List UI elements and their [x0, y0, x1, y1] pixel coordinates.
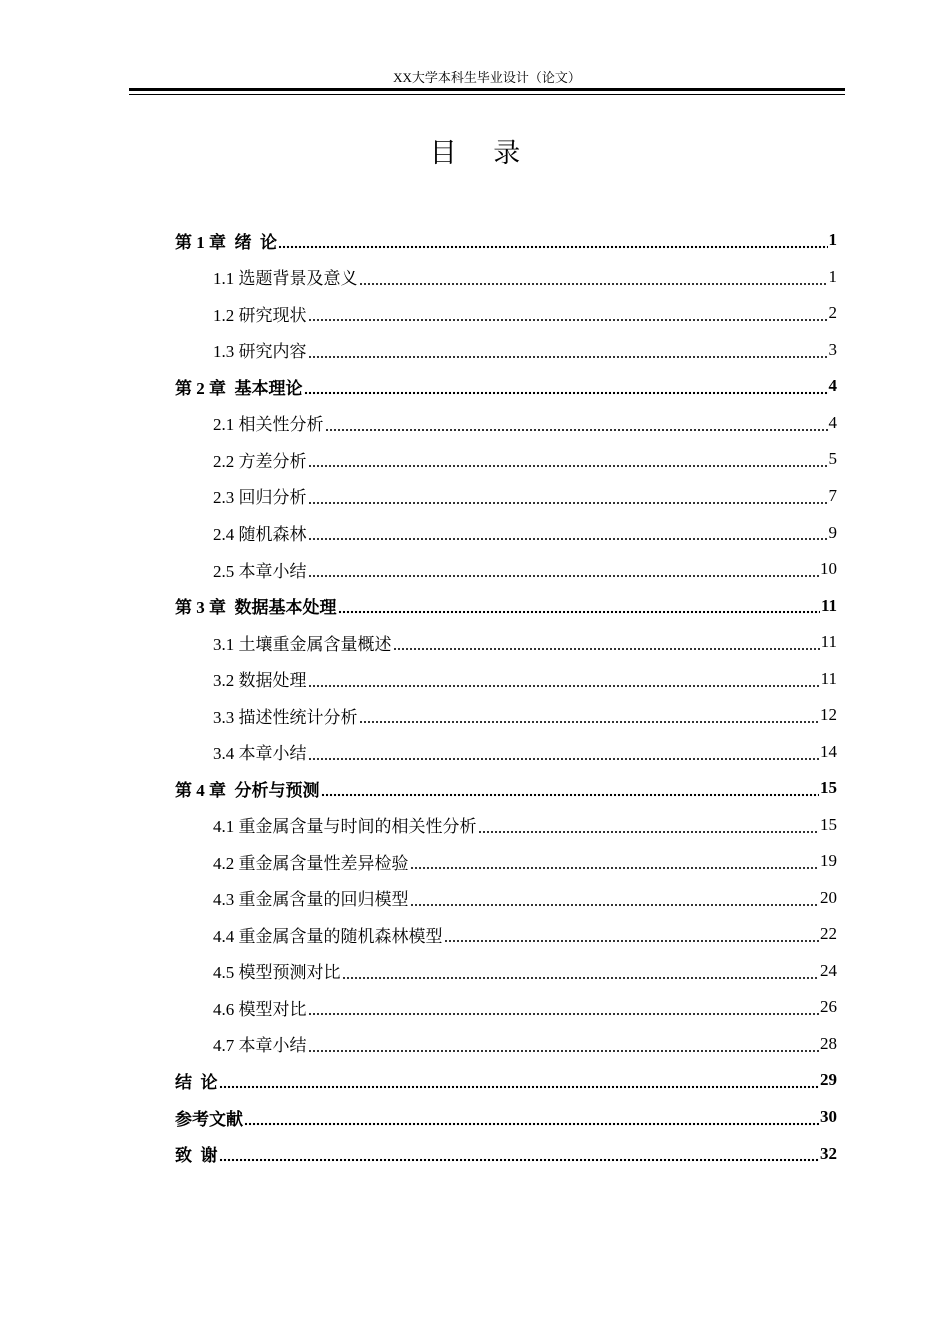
toc-dot-leader	[393, 637, 820, 654]
toc-dot-leader	[308, 564, 820, 581]
toc-entry-page-number: 10	[820, 559, 837, 579]
toc-dot-leader	[410, 856, 820, 873]
toc-entry-page-number: 4	[828, 376, 837, 396]
toc-entry-label: 3.4 本章小结	[213, 744, 307, 764]
toc-entry-page-number: 9	[828, 522, 837, 542]
toc-entry-label: 2.5 本章小结	[213, 561, 307, 581]
toc-dot-leader	[410, 892, 820, 909]
toc-entry-label: 3.2 数据处理	[213, 671, 307, 691]
toc-dot-leader	[308, 344, 828, 361]
toc-section-entry[interactable]	[0, 259, 837, 296]
toc-dot-leader	[308, 673, 820, 690]
toc-entry-label: 第 1 章 绪 论	[175, 232, 277, 252]
toc-section-entry[interactable]	[0, 880, 837, 917]
toc-chapter-entry[interactable]	[0, 587, 837, 624]
toc-section-entry[interactable]	[0, 733, 837, 770]
toc-entry-label: 1.3 研究内容	[213, 342, 307, 362]
toc-dot-leader	[308, 1038, 820, 1055]
toc-entry-page-number: 29	[820, 1070, 837, 1090]
toc-entry-page-number: 19	[820, 851, 837, 871]
toc-dot-leader	[444, 929, 820, 946]
toc-entry-label: 第 4 章 分析与预测	[175, 780, 320, 800]
toc-entry-label: 4.1 重金属含量与时间的相关性分析	[213, 817, 477, 837]
toc-entry-label: 3.1 土壤重金属含量概述	[213, 634, 392, 654]
toc-section-entry[interactable]	[0, 843, 837, 880]
toc-title: 目 录	[429, 138, 535, 169]
toc-dot-leader	[219, 1075, 820, 1092]
toc-dot-leader	[321, 783, 820, 800]
running-header: XX大学本科生毕业设计（论文）	[393, 70, 581, 85]
toc-section-entry[interactable]	[0, 624, 837, 661]
toc-section-entry[interactable]	[0, 989, 837, 1026]
toc-entry-label: 2.3 回归分析	[213, 488, 307, 508]
toc-dot-leader	[342, 965, 820, 982]
toc-entry-page-number: 12	[820, 705, 837, 725]
toc-entry-page-number: 11	[820, 595, 837, 615]
toc-entry-page-number: 11	[820, 632, 837, 652]
toc-section-entry[interactable]	[0, 478, 837, 515]
toc-entry-page-number: 32	[820, 1143, 837, 1163]
toc-entry-label: 4.5 模型预测对比	[213, 963, 341, 983]
toc-entry-page-number: 28	[820, 1033, 837, 1053]
toc-entry-label: 3.3 描述性统计分析	[213, 707, 358, 727]
toc-entry-page-number: 11	[820, 668, 837, 688]
toc-entry-page-number: 24	[820, 960, 837, 980]
toc-list	[0, 222, 950, 1172]
toc-entry-label: 2.1 相关性分析	[213, 415, 324, 435]
toc-entry-page-number: 5	[828, 449, 837, 469]
toc-chapter-entry[interactable]	[0, 222, 837, 259]
toc-dot-leader	[219, 1148, 820, 1165]
toc-chapter-entry[interactable]	[0, 1062, 837, 1099]
toc-entry-page-number: 30	[820, 1107, 837, 1127]
toc-entry-page-number: 14	[820, 741, 837, 761]
toc-entry-label: 1.1 选题背景及意义	[213, 269, 358, 289]
toc-entry-page-number: 2	[828, 303, 837, 323]
toc-dot-leader	[308, 1002, 820, 1019]
toc-entry-page-number: 22	[820, 924, 837, 944]
toc-entry-page-number: 20	[820, 887, 837, 907]
toc-dot-leader	[308, 490, 828, 507]
toc-chapter-entry[interactable]	[0, 1099, 837, 1136]
toc-entry-page-number: 26	[820, 997, 837, 1017]
toc-entry-page-number: 3	[828, 339, 837, 359]
toc-entry-label: 4.6 模型对比	[213, 999, 307, 1019]
toc-section-entry[interactable]	[0, 332, 837, 369]
toc-entry-label: 第 2 章 基本理论	[175, 378, 303, 398]
toc-section-entry[interactable]	[0, 441, 837, 478]
toc-dot-leader	[244, 1112, 819, 1129]
toc-entry-label: 4.7 本章小结	[213, 1036, 307, 1056]
toc-dot-leader	[308, 454, 828, 471]
toc-section-entry[interactable]	[0, 953, 837, 990]
toc-section-entry[interactable]	[0, 295, 837, 332]
toc-entry-page-number: 15	[820, 814, 837, 834]
toc-entry-page-number: 4	[828, 412, 837, 432]
toc-section-entry[interactable]	[0, 916, 837, 953]
toc-chapter-entry[interactable]	[0, 770, 837, 807]
toc-entry-page-number: 7	[828, 485, 837, 505]
toc-entry-label: 结 论	[175, 1072, 218, 1092]
toc-dot-leader	[359, 271, 828, 288]
toc-dot-leader	[308, 746, 820, 763]
toc-entry-label: 2.4 随机森林	[213, 525, 307, 545]
toc-section-entry[interactable]	[0, 405, 837, 442]
toc-entry-label: 4.2 重金属含量性差异检验	[213, 853, 409, 873]
toc-entry-label: 参考文献	[175, 1109, 243, 1129]
toc-dot-leader	[308, 308, 828, 325]
toc-entry-page-number: 1	[828, 230, 837, 250]
toc-entry-label: 2.2 方差分析	[213, 451, 307, 471]
toc-section-entry[interactable]	[0, 551, 837, 588]
toc-section-entry[interactable]	[0, 660, 837, 697]
toc-entry-page-number: 1	[828, 266, 837, 286]
toc-entry-page-number: 15	[820, 778, 837, 798]
toc-dot-leader	[304, 381, 828, 398]
toc-section-entry[interactable]	[0, 807, 837, 844]
toc-dot-leader	[308, 527, 828, 544]
header-rule-thick	[129, 88, 845, 91]
toc-dot-leader	[359, 710, 820, 727]
toc-entry-label: 致 谢	[175, 1146, 218, 1166]
toc-section-entry[interactable]	[0, 697, 837, 734]
toc-dot-leader	[478, 819, 820, 836]
toc-entry-label: 4.4 重金属含量的随机森林模型	[213, 926, 443, 946]
toc-dot-leader	[338, 600, 820, 617]
toc-section-entry[interactable]	[0, 1026, 837, 1063]
toc-entry-label: 第 3 章 数据基本处理	[175, 598, 337, 618]
toc-chapter-entry[interactable]	[0, 1135, 837, 1172]
toc-entry-label: 1.2 研究现状	[213, 305, 307, 325]
toc-dot-leader	[278, 235, 828, 252]
toc-entry-label: 4.3 重金属含量的回归模型	[213, 890, 409, 910]
header-rule-thin	[129, 94, 845, 95]
toc-dot-leader	[325, 417, 828, 434]
toc-chapter-entry[interactable]	[0, 368, 837, 405]
toc-section-entry[interactable]	[0, 514, 837, 551]
